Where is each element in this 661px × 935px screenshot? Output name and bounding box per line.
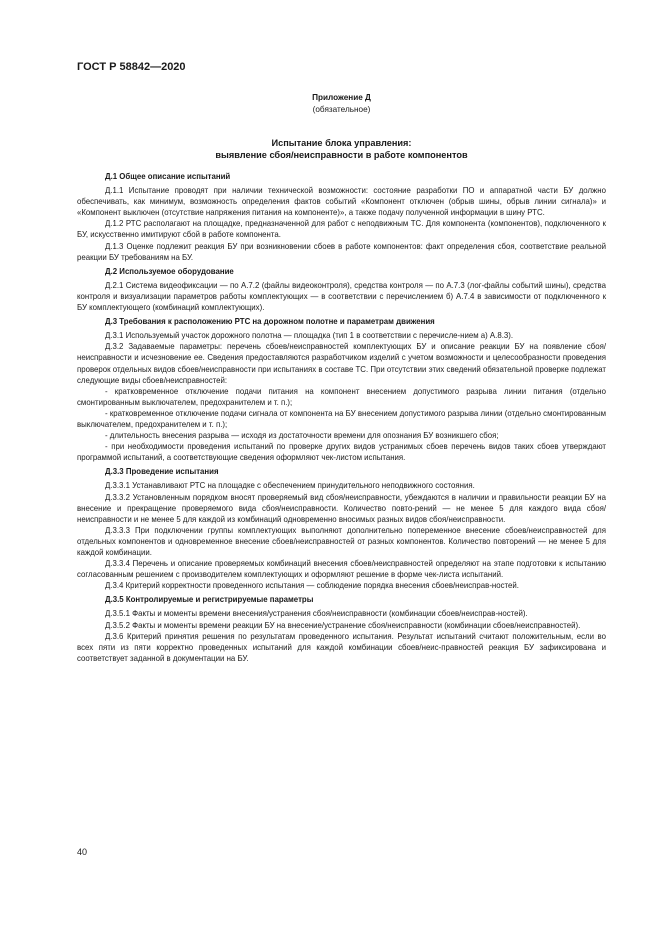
paragraph: Д.1.3 Оценке подлежит реакция БУ при возникновении сбоев в работе компонентов: факт определения сбоя, соответствие реальной реакции БУ требованиям на БУ.: [77, 241, 606, 262]
section-heading-d35: Д.3.5 Контролируемые и регистрируемые параметры: [105, 595, 314, 605]
paragraph: Д.1.2 РТС располагают на площадке, предназначенной для работ с неподвижным ТС. Для компонента (компонентов), подключенного к БУ, искусственно имитируют сбой в работе компонента.: [77, 219, 606, 240]
paragraph: Д.3.3.1 Устанавливают РТС на площадке с обеспечением принудительного неподвижного состояния.: [105, 481, 475, 491]
section-heading-d2: Д.2 Используемое оборудование: [105, 266, 234, 276]
section-heading-d33: Д.3.3 Проведение испытания: [105, 467, 219, 477]
paragraph: Д.3.5.2 Факты и моменты времени реакции БУ на внесение/устранение сбоя/неисправности (комбинации сбоев/неисправностей).: [105, 620, 581, 630]
list-item: - при необходимости проведения испытаний по проверке других видов устранимых сбоев перечень видов таких сбоев утверждают программой испытаний, а соответствующие сведения оформляют чек-листом испытания.: [77, 442, 606, 463]
paragraph: Д.3.3.4 Перечень и описание проверяемых комбинаций внесения сбоев/неисправностей определяют на этапе подготовки к испытанию согласованным решением с производителем комплектующих и оформляют решение в форме чек-листа испытаний.: [77, 559, 606, 580]
list-item: - кратковременное отключение подачи сигнала от компонента на БУ внесением допустимого разрыва линии (отдельно смонтированным выключателем, предохранителем и т. п.);: [77, 408, 606, 429]
appendix-subtitle: (обязательное): [312, 105, 371, 114]
paragraph: Д.3.3.3 При подключении группы комплектующих выполняют дополнительно попеременное внесение сбоев/неисправностей для отдельных компонентов и одновременное внесение сбоев/неисправностей от разных компонентов. Количество повторений — не менее 5 для каждой комбинации.: [77, 525, 606, 557]
paragraph: Д.2.1 Система видеофиксации — по А.7.2 (файлы видеоконтроля), средства контроля — по А.7.3 (лог-файлы событий шины), средства контроля и визуализации параметров работы комплектующих — в соответствии с перечислением б) А.7.4 в зависимости от подключенного к БУ комплектующего (комбинаций комплектующих).: [77, 280, 606, 313]
document-body: [77, 168, 606, 664]
list-item: - длительность внесения разрыва — исходя из достаточности времени для опознания БУ возникшего сбоя;: [105, 431, 499, 441]
standard-header: ГОСТ Р 58842—2020: [77, 61, 186, 73]
paragraph: Д.1.1 Испытание проводят при наличии технической возможности: состояние разработки ПО и аппаратной части БУ должно обеспечивать, как минимум, возможность определения фактов событий «Компонент отключен (обрыв шины, обрыв линии сигнала)» и «Компонент выключен (отсутствие напряжения питания на компоненте)», а также подачу полученной информации в шину РТС.: [77, 186, 606, 218]
section-heading-d1: Д.1 Общее описание испытаний: [105, 172, 231, 181]
appendix-title: Приложение Д: [312, 93, 371, 102]
paragraph: Д.3.2 Задаваемые параметры: перечень сбоев/неисправностей комплектующих БУ и описание реакции БУ на появление сбоя/неисправности и исчезновение ее. Сведения предоставляются разработчиком изделий с учетом возможности и целесообразности проведения проверок отдельных видов сбоев/неисправности при испытаниях в составе ТС. При отсутствии этих сведений обязательной проверке подлежат следующие виды сбоев/неисправностей:: [77, 342, 606, 385]
paragraph: Д.3.5.1 Факты и моменты времени внесения/устранения сбоя/неисправности (комбинации сбоев/неисправ-ностей).: [105, 609, 528, 619]
section-heading-d3: Д.3 Требования к расположению РТС на дорожном полотне и параметрам движения: [105, 317, 435, 327]
paragraph: Д.3.4 Критерий корректности проведенного испытания — соблюдение порядка внесения сбоев/неисправ-ностей.: [105, 581, 519, 591]
paragraph: Д.3.6 Критерий принятия решения по результатам проведенного испытания. Результат испытаний считают положительным, если во всех пяти из пяти корректно проведенных испытаний для каждой комбинации сбоев/неис-правностей реакция БУ зафиксирована и соответствует заданной в документации на БУ.: [77, 631, 606, 663]
title-line-2: выявление сбоя/неисправности в работе компонентов: [215, 150, 468, 160]
paragraph: Д.3.3.2 Установленным порядком вносят проверяемый вид сбоя/неисправности, убеждаются в наличии и правильности реакции БУ на внесение и прекращение проверяемого вида сбоя/неисправности. Количество повто-рений — не менее 5 для каждого вида сбоя/неисправности и не менее 5 для каждой из комбинаций одновременно вносимых разных видов сбоя/неисправности.: [77, 492, 606, 524]
appendix-label: [77, 92, 606, 116]
paragraph: Д.3.1 Используемый участок дорожного полотна — площадка (тип 1 в соответствии с перечисле-нием а) А.8.3).: [105, 331, 514, 341]
page-number: 40: [77, 847, 88, 857]
list-item: - кратковременное отключение подачи питания на компонент внесением допустимого разрыва линии питания (отдельно смонтированным выключателем, предохранителем и т. п.);: [77, 386, 606, 407]
document-title: [77, 137, 606, 161]
title-line-1: Испытание блока управления:: [271, 138, 412, 148]
